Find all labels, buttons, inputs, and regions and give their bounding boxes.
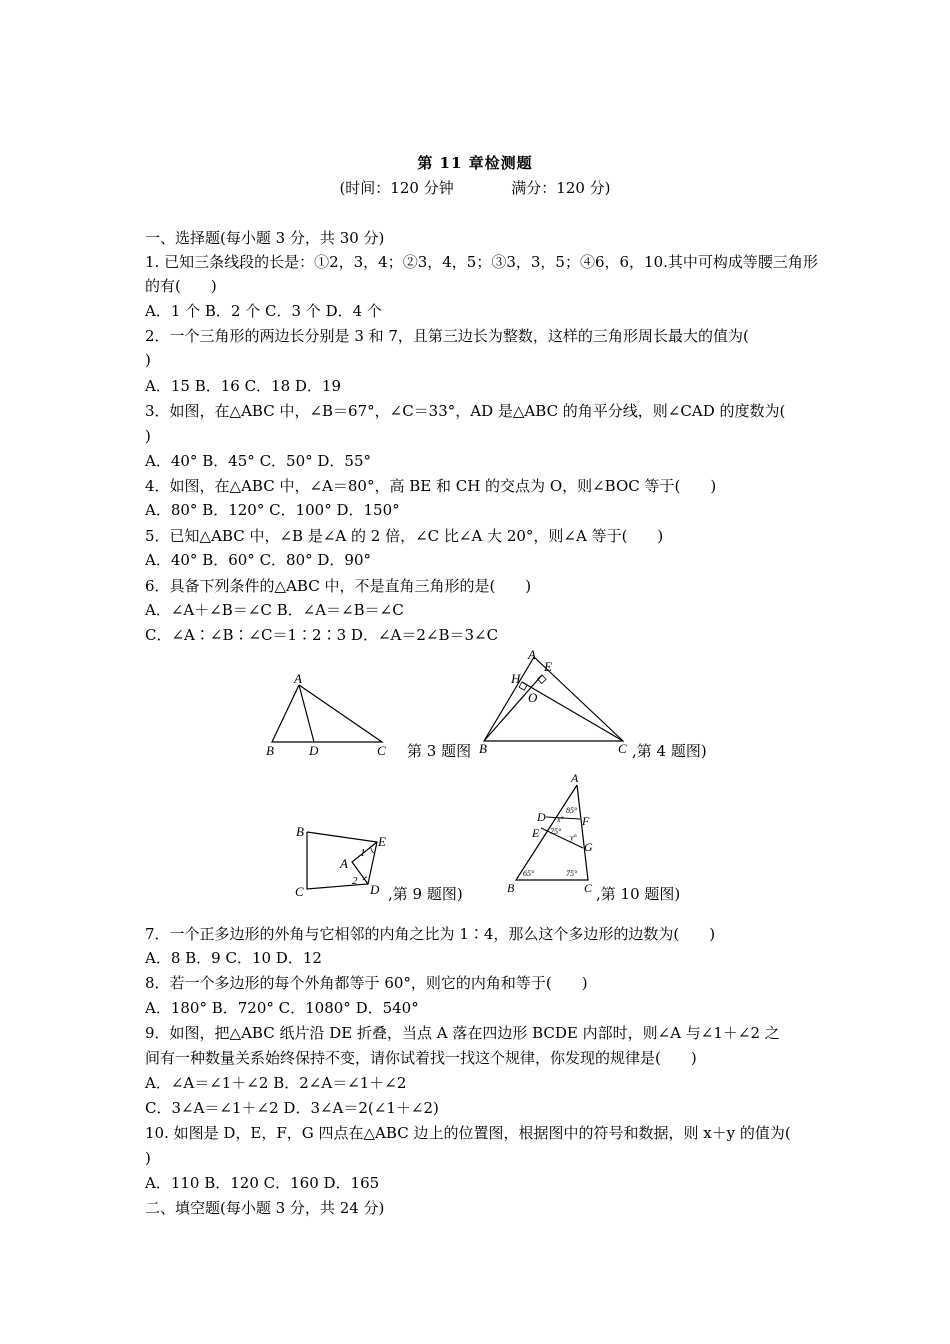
- figure-10: [500, 770, 600, 898]
- options-line: A．1 个 B．2 个 C．3 个 D．4 个: [145, 302, 382, 320]
- fig10-label-c: C: [584, 881, 593, 895]
- fig10-label-f: F: [582, 814, 590, 828]
- fig9-label-c: C: [295, 884, 304, 899]
- exam-score: 满分：120 分): [511, 179, 611, 197]
- fig10-angle-85: 85°: [566, 806, 578, 815]
- page-title: 第 11 章检测题: [417, 154, 533, 172]
- figure-4-caption: ,第 4 题图): [632, 742, 707, 760]
- fig10-label-d: D: [537, 810, 546, 824]
- options-line: A．40° B．45° C．50° D．55°: [145, 452, 372, 470]
- figure-9: [290, 822, 390, 900]
- question-line: ): [145, 427, 151, 445]
- question-line: 4．如图，在△ABC 中，∠A＝80°，高 BE 和 CH 的交点为 O，则∠BOC 等于( ): [145, 477, 717, 495]
- fig9-label-a: A: [340, 856, 348, 871]
- fig10-label-b: B: [507, 881, 515, 895]
- options-line: A．15 B．16 C．18 D．19: [145, 377, 342, 395]
- options-line: A．110 B．120 C．160 D．165: [145, 1174, 380, 1192]
- fig4-label-b: B: [479, 741, 487, 756]
- question-line: 3．如图，在△ABC 中，∠B＝67°，∠C＝33°，AD 是△ABC 的角平分线，则∠CAD 的度数为(: [145, 402, 786, 420]
- question-line: 6．具备下列条件的△ABC 中，不是直角三角形的是( ): [145, 577, 532, 595]
- fig10-angle-y: y°: [570, 833, 577, 842]
- fig3-label-a: A: [294, 671, 302, 686]
- question-line: 8．若一个多边形的每个外角都等于 60°，则它的内角和等于( ): [145, 974, 588, 992]
- options-line: C．∠A∶∠B∶∠C＝1∶2∶3 D．∠A＝2∠B＝3∠C: [145, 626, 499, 644]
- fig3-label-d: D: [309, 743, 319, 758]
- fig4-label-a: A: [528, 647, 536, 662]
- question-line: 5．已知△ABC 中，∠B 是∠A 的 2 倍，∠C 比∠A 大 20°，则∠A 等于( ): [145, 527, 664, 545]
- fig3-label-b: B: [266, 743, 274, 758]
- fig4-label-e: E: [544, 659, 552, 674]
- options-line: A．40° B．60° C．80° D．90°: [145, 551, 372, 569]
- options-line: A．∠A＋∠B＝∠C B．∠A＝∠B＝∠C: [145, 601, 404, 619]
- question-line: 1. 已知三条线段的长是：①2，3，4；②3，4，5；③3，3，5；④6，6，10.其中可构成等腰三角形: [145, 253, 818, 271]
- question-line: ): [145, 1149, 151, 1167]
- fig10-angle-75-top: 75°: [550, 827, 562, 836]
- fig3-label-c: C: [377, 743, 386, 758]
- fig9-label-b: B: [296, 824, 304, 839]
- fig9-label-1: 1: [360, 847, 366, 859]
- options-line: C．3∠A＝∠1＋∠2 D．3∠A＝2(∠1＋∠2): [145, 1099, 439, 1117]
- options-line: A．∠A＝∠1＋∠2 B．2∠A＝∠1＋∠2: [145, 1074, 407, 1092]
- question-line: ): [145, 351, 151, 369]
- fig10-angle-75-bottom: 75°: [566, 869, 578, 878]
- options-line: A．180° B．720° C．1080° D．540°: [145, 999, 419, 1017]
- question-line: 10. 如图是 D，E，F，G 四点在△ABC 边上的位置图，根据图中的符号和数据，则 x＋y 的值为(: [145, 1124, 791, 1142]
- figure-3: [262, 670, 397, 762]
- fig9-label-e: E: [378, 834, 386, 849]
- fig10-label-g: G: [584, 840, 593, 854]
- fig4-label-o: O: [528, 690, 538, 705]
- options-line: A．8 B．9 C．10 D．12: [145, 949, 322, 967]
- question-line: 9．如图，把△ABC 纸片沿 DE 折叠，当点 A 落在四边形 BCDE 内部时，则∠A 与∠1＋∠2 之: [145, 1024, 780, 1042]
- question-line: 间有一种数量关系始终保持不变，请你试着找一找这个规律，你发现的规律是( ): [145, 1049, 697, 1067]
- figure-3-caption: 第 3 题图: [407, 742, 472, 760]
- question-line: 的有( ): [145, 277, 217, 295]
- exam-info: [0, 177, 950, 198]
- fig10-label-e: E: [532, 826, 540, 840]
- question-line: 2．一个三角形的两边长分别是 3 和 7，且第三边长为整数，这样的三角形周长最大的值为(: [145, 327, 749, 345]
- section-heading: 二、填空题(每小题 3 分，共 24 分): [145, 1199, 385, 1217]
- fig9-label-2: 2: [352, 875, 358, 887]
- question-line: 7．一个正多边形的外角与它相邻的内角之比为 1∶4，那么这个多边形的边数为( ): [145, 925, 716, 943]
- exam-time: (时间：120 分钟: [339, 179, 454, 197]
- fig4-label-c: C: [618, 741, 627, 756]
- figure-4: [476, 645, 636, 760]
- fig4-label-h: H: [511, 671, 521, 686]
- fig9-label-d: D: [370, 882, 380, 897]
- fig10-angle-x: x°: [557, 815, 564, 824]
- figure-10-caption: ,第 10 题图): [596, 885, 681, 903]
- options-line: A．80° B．120° C．100° D．150°: [145, 501, 400, 519]
- fig10-label-a: A: [571, 771, 579, 785]
- section-heading: 一、选择题(每小题 3 分，共 30 分): [145, 229, 385, 247]
- figure-9-caption: ,第 9 题图): [388, 885, 463, 903]
- fig10-angle-65: 65°: [523, 869, 535, 878]
